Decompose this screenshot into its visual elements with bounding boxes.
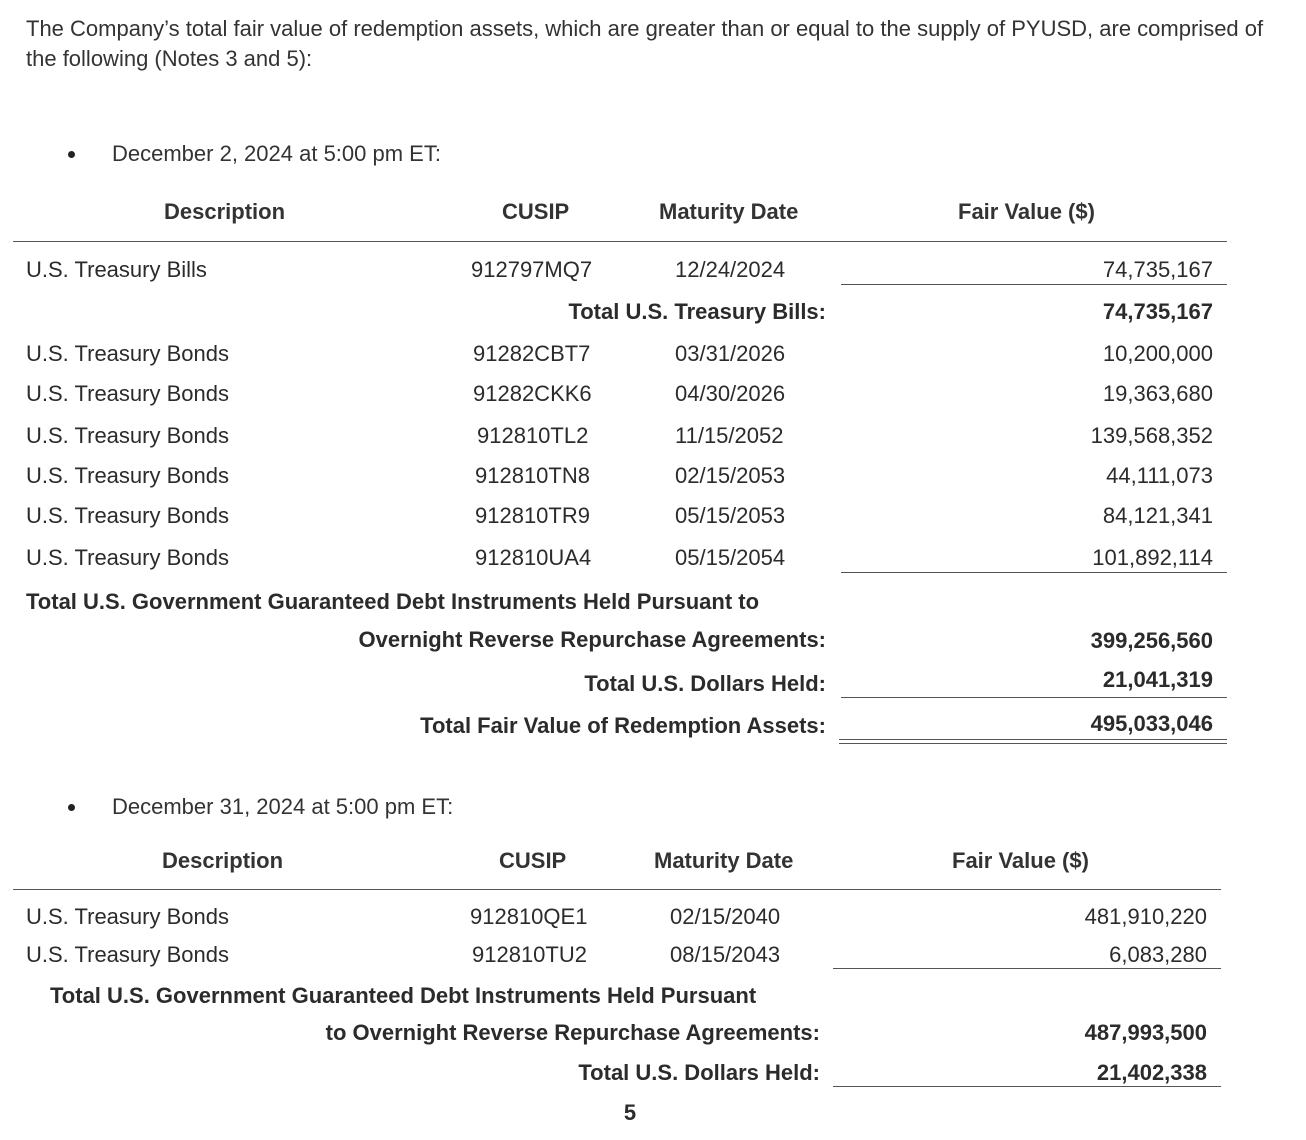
column-header-description: Description xyxy=(162,848,284,873)
total-govt-value: 399,256,560 xyxy=(1090,628,1213,653)
row-cusip: 912810TU2 xyxy=(472,942,587,967)
header-rule xyxy=(13,241,1227,242)
header-rule xyxy=(13,889,1221,890)
row-cusip: 912810UA4 xyxy=(475,545,592,570)
total-govt-label-line1: Total U.S. Government Guaranteed Debt Instruments Held Pursuant xyxy=(50,983,757,1008)
row-maturity: 05/15/2054 xyxy=(675,545,786,570)
row-value: 74,735,167 xyxy=(1102,257,1213,282)
row-maturity: 04/30/2026 xyxy=(675,381,786,406)
row-cusip: 912810TR9 xyxy=(475,503,590,528)
row-description: U.S. Treasury Bonds xyxy=(26,503,229,528)
row-maturity: 02/15/2053 xyxy=(675,463,786,488)
total-bills-label: Total U.S. Treasury Bills: xyxy=(568,299,826,324)
column-header-description: Description xyxy=(164,199,286,224)
row-maturity: 03/31/2026 xyxy=(675,341,786,366)
total-fair-value-value: 495,033,046 xyxy=(1090,711,1213,736)
subtotal-rule xyxy=(833,968,1221,969)
row-description: U.S. Treasury Bonds xyxy=(26,942,229,967)
row-value: 481,910,220 xyxy=(1084,904,1207,929)
total-bills-value: 74,735,167 xyxy=(1102,299,1213,324)
column-header-fair-value: Fair Value ($) xyxy=(958,199,1095,224)
row-maturity: 08/15/2043 xyxy=(670,942,781,967)
row-cusip: 91282CBT7 xyxy=(473,341,591,366)
bullet-icon xyxy=(68,151,75,158)
total-usd-label: Total U.S. Dollars Held: xyxy=(578,1060,820,1085)
column-header-cusip: CUSIP xyxy=(502,199,570,224)
row-maturity: 12/24/2024 xyxy=(675,257,786,282)
row-value: 139,568,352 xyxy=(1090,423,1213,448)
row-cusip: 912810QE1 xyxy=(470,904,588,929)
double-rule xyxy=(839,739,1227,744)
row-description: U.S. Treasury Bonds xyxy=(26,545,229,570)
total-govt-label-line2: Overnight Reverse Repurchase Agreements: xyxy=(358,627,826,652)
total-usd-value: 21,041,319 xyxy=(1102,667,1213,692)
row-value: 84,121,341 xyxy=(1102,503,1213,528)
subtotal-rule xyxy=(841,697,1227,698)
total-govt-label-line2: to Overnight Reverse Repurchase Agreements: xyxy=(325,1020,820,1045)
row-cusip: 91282CKK6 xyxy=(473,381,592,406)
row-maturity: 05/15/2053 xyxy=(675,503,786,528)
row-description: U.S. Treasury Bonds xyxy=(26,463,229,488)
total-usd-label: Total U.S. Dollars Held: xyxy=(584,671,826,696)
row-value: 6,083,280 xyxy=(1109,942,1207,967)
row-description: U.S. Treasury Bonds xyxy=(26,423,229,448)
row-description: U.S. Treasury Bonds xyxy=(26,381,229,406)
column-header-cusip: CUSIP xyxy=(499,848,567,873)
row-description: U.S. Treasury Bills xyxy=(26,257,207,282)
row-value: 19,363,680 xyxy=(1102,381,1213,406)
column-header-maturity: Maturity Date xyxy=(659,199,799,224)
column-header-maturity: Maturity Date xyxy=(654,848,794,873)
page-number: 5 xyxy=(623,1100,637,1125)
total-usd-value: 21,402,338 xyxy=(1096,1060,1207,1085)
row-value: 10,200,000 xyxy=(1102,341,1213,366)
row-value: 101,892,114 xyxy=(1092,545,1213,570)
section-date-heading: December 2, 2024 at 5:00 pm ET: xyxy=(112,141,441,166)
subtotal-rule xyxy=(841,572,1227,573)
row-description: U.S. Treasury Bonds xyxy=(26,341,229,366)
row-cusip: 912810TL2 xyxy=(477,423,589,448)
total-govt-value: 487,993,500 xyxy=(1084,1020,1207,1045)
section-date-heading: December 31, 2024 at 5:00 pm ET: xyxy=(112,794,454,819)
row-value: 44,111,073 xyxy=(1106,463,1213,488)
total-govt-label-line1: Total U.S. Government Guaranteed Debt Instruments Held Pursuant to xyxy=(26,589,760,614)
total-fair-value-label: Total Fair Value of Redemption Assets: xyxy=(420,713,826,738)
bullet-icon xyxy=(68,804,75,811)
column-header-fair-value: Fair Value ($) xyxy=(952,848,1089,873)
row-description: U.S. Treasury Bonds xyxy=(26,904,229,929)
row-maturity: 02/15/2040 xyxy=(670,904,781,929)
row-cusip: 912797MQ7 xyxy=(471,257,593,282)
row-maturity: 11/15/2052 xyxy=(675,423,784,448)
subtotal-rule xyxy=(841,284,1227,285)
intro-paragraph: The Company’s total fair value of redemption assets, which are greater than or equal to the supply of PYUSD, are comprised of the following (Notes 3 and 5): xyxy=(26,16,1264,71)
row-cusip: 912810TN8 xyxy=(475,463,590,488)
subtotal-rule xyxy=(833,1086,1221,1087)
